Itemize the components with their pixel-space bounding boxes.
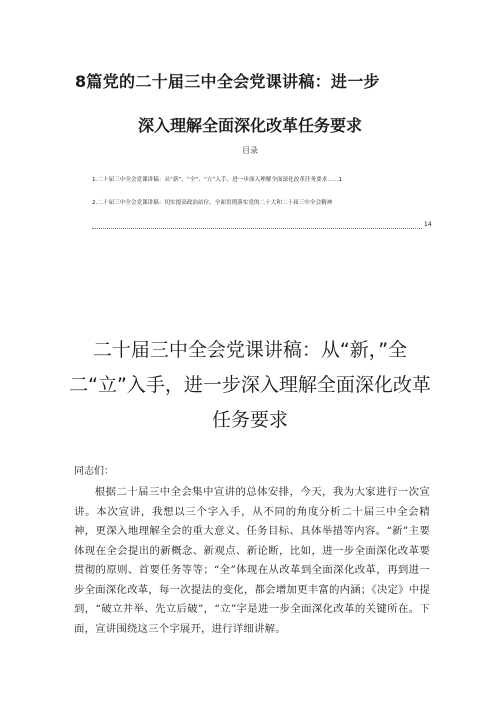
document-title-line-2: 深入理解全面深化改革任务要求 [137, 116, 362, 135]
body-paragraph: 根据二十届三中全会集中宣讲的总体安排，今天，我为大家进行一次宣讲。本次宣讲，我想以三个字入手，从不同的角度分析二十届三中全会精神，更深入地理解全会的重大意义、任务目标、具体举措等内容。“新”主要体现在全会提出的新概念、新观点、新论断，比如，进一步全面深化改革要贯彻的原则、首要任务等等；“全”体现在从改革到全面深化改革，再到进一步全面深化改革，每一次提法的变化，都会增加更丰富的内涵；《决定》中提到，“破立并举、先立后破”，“立”字是进一步全面深化改革的关键所在。下面，宣讲围绕这三个字展开，进行详细讲解。 [74, 486, 430, 635]
toc-heading: 目录 [242, 146, 258, 155]
article-title: 二十届三中全会党课讲稿：从“新，”全二“立”入手，进一步深入理解全面深化改革任务要求 [69, 339, 431, 431]
toc-item-2[interactable]: 2.二十届三中全会党课讲稿：切实提高政治站位，全面贯彻落实党的二十大和二十届三中全会精神 [92, 200, 333, 206]
salutation: 同志们： [74, 466, 114, 477]
document-title-line-1: 8篇党的二十届三中全会党课讲稿：进一步 [75, 72, 380, 91]
toc-item-1[interactable]: 1.二十届三中全会党课讲稿：从“新”、“全”、“立”入手，进一步深入理解全面深化改革任务要求……1 [92, 177, 343, 183]
toc-dot-leader [92, 218, 422, 229]
toc-page-number: 14 [424, 221, 432, 228]
